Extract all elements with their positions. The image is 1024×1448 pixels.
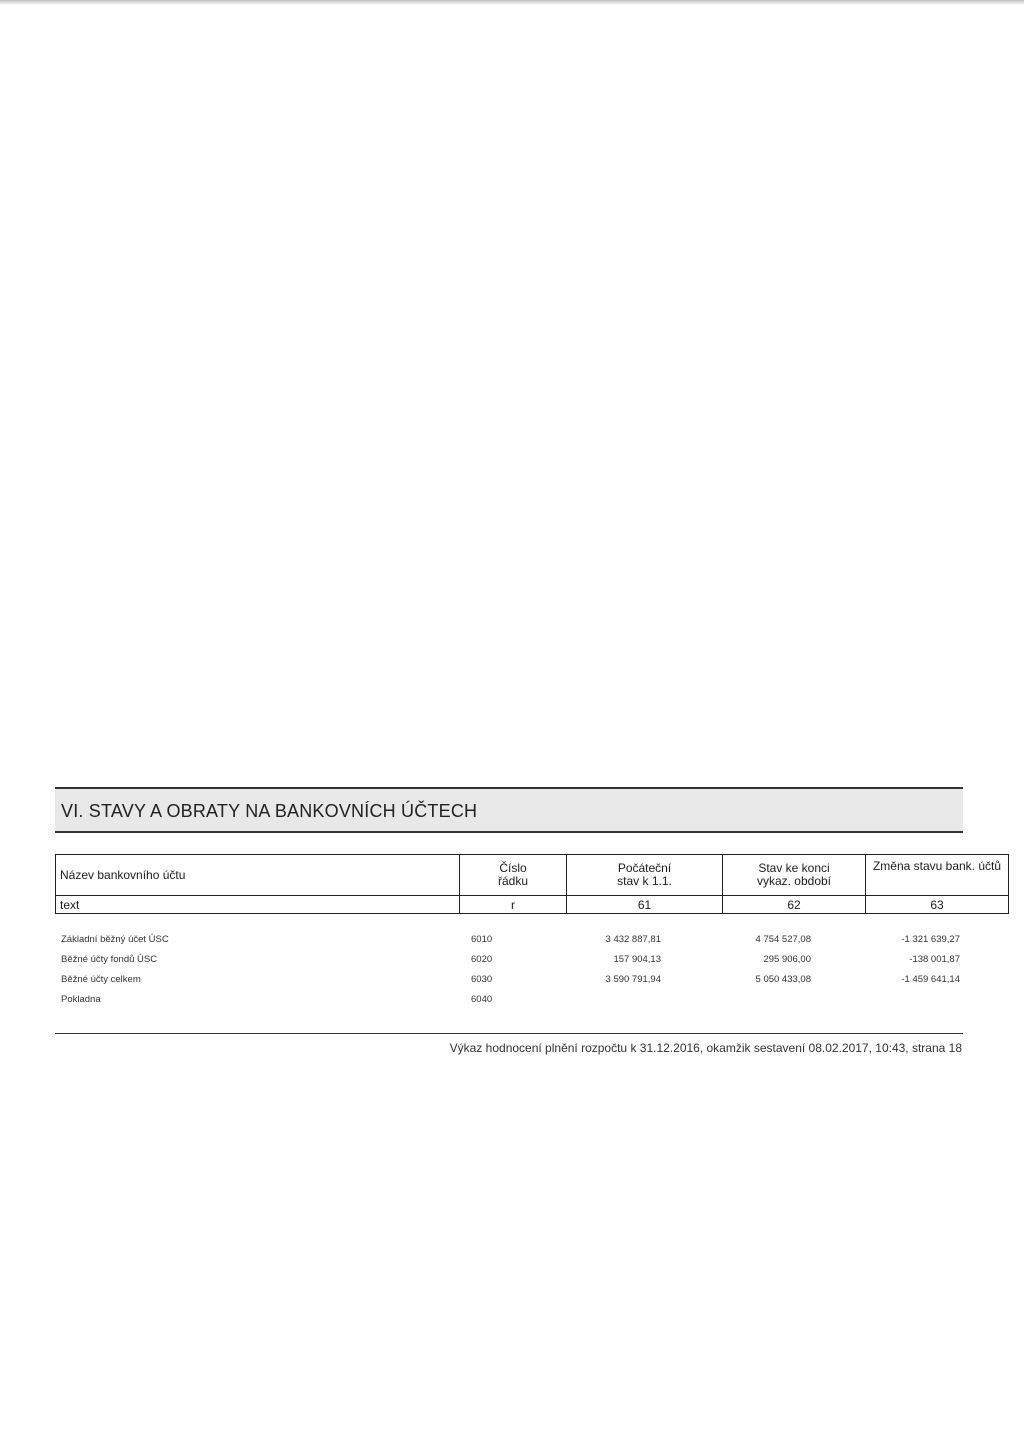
table-row bbox=[55, 974, 963, 994]
table-row bbox=[55, 934, 963, 954]
table-row bbox=[55, 994, 963, 1014]
col-name-code: text bbox=[56, 896, 460, 914]
row-end: 5 050 433,08 bbox=[755, 974, 811, 985]
col-change-code: 63 bbox=[866, 896, 1009, 914]
col-begin-header bbox=[567, 855, 723, 896]
section-title: VI. STAVY A OBRATY NA BANKOVNÍCH ÚČTECH bbox=[61, 801, 478, 821]
section-header bbox=[55, 787, 963, 833]
row-change: -1 459 641,14 bbox=[901, 974, 960, 985]
col-num-label-2: řádku bbox=[497, 874, 529, 888]
col-end-header bbox=[723, 855, 866, 896]
table-row bbox=[55, 954, 963, 974]
col-change-header bbox=[866, 855, 1009, 896]
row-change: -1 321 639,27 bbox=[901, 934, 960, 945]
col-begin-label-1: Počáteční bbox=[617, 861, 672, 875]
row-name: Běžné účty fondů ÚSC bbox=[61, 954, 158, 965]
row-name: Pokladna bbox=[61, 994, 101, 1005]
row-code: 6010 bbox=[471, 934, 493, 945]
row-begin: 157 904,13 bbox=[613, 954, 661, 965]
row-end: 4 754 527,08 bbox=[755, 934, 811, 945]
col-num-header bbox=[460, 855, 567, 896]
col-end-label-2: vykaz. období bbox=[756, 874, 832, 888]
row-end: 295 906,00 bbox=[763, 954, 811, 965]
page-top-border bbox=[0, 0, 1024, 5]
col-num-label-1: Číslo bbox=[499, 861, 527, 875]
col-change-label: Změna stavu bank. účtů bbox=[872, 859, 1002, 873]
column-header-row bbox=[56, 855, 1009, 896]
column-code-row bbox=[56, 896, 1009, 914]
footer-divider bbox=[55, 1033, 963, 1034]
col-end-label-1: Stav ke konci bbox=[758, 861, 830, 875]
col-num-code: r bbox=[460, 896, 567, 914]
col-name-label: Název bankovního účtu bbox=[60, 868, 186, 882]
row-change: -138 001,87 bbox=[909, 954, 960, 965]
row-name: Běžné účty celkem bbox=[61, 974, 141, 985]
data-rows bbox=[55, 934, 963, 1014]
column-header-table bbox=[55, 854, 1009, 914]
page-footer: Výkaz hodnocení plnění rozpočtu k 31.12.2016, okamžik sestavení 08.02.2017, 10:43, strana 18 bbox=[449, 1041, 962, 1055]
row-begin: 3 590 791,94 bbox=[605, 974, 661, 985]
row-code: 6030 bbox=[471, 974, 493, 985]
col-end-code: 62 bbox=[723, 896, 866, 914]
row-name: Základní běžný účet ÚSC bbox=[61, 934, 169, 945]
col-begin-label-2: stav k 1.1. bbox=[617, 874, 672, 888]
row-begin: 3 432 887,81 bbox=[605, 934, 661, 945]
row-code: 6020 bbox=[471, 954, 493, 965]
row-code: 6040 bbox=[471, 994, 493, 1005]
col-begin-code: 61 bbox=[567, 896, 723, 914]
col-name-header bbox=[56, 855, 460, 896]
